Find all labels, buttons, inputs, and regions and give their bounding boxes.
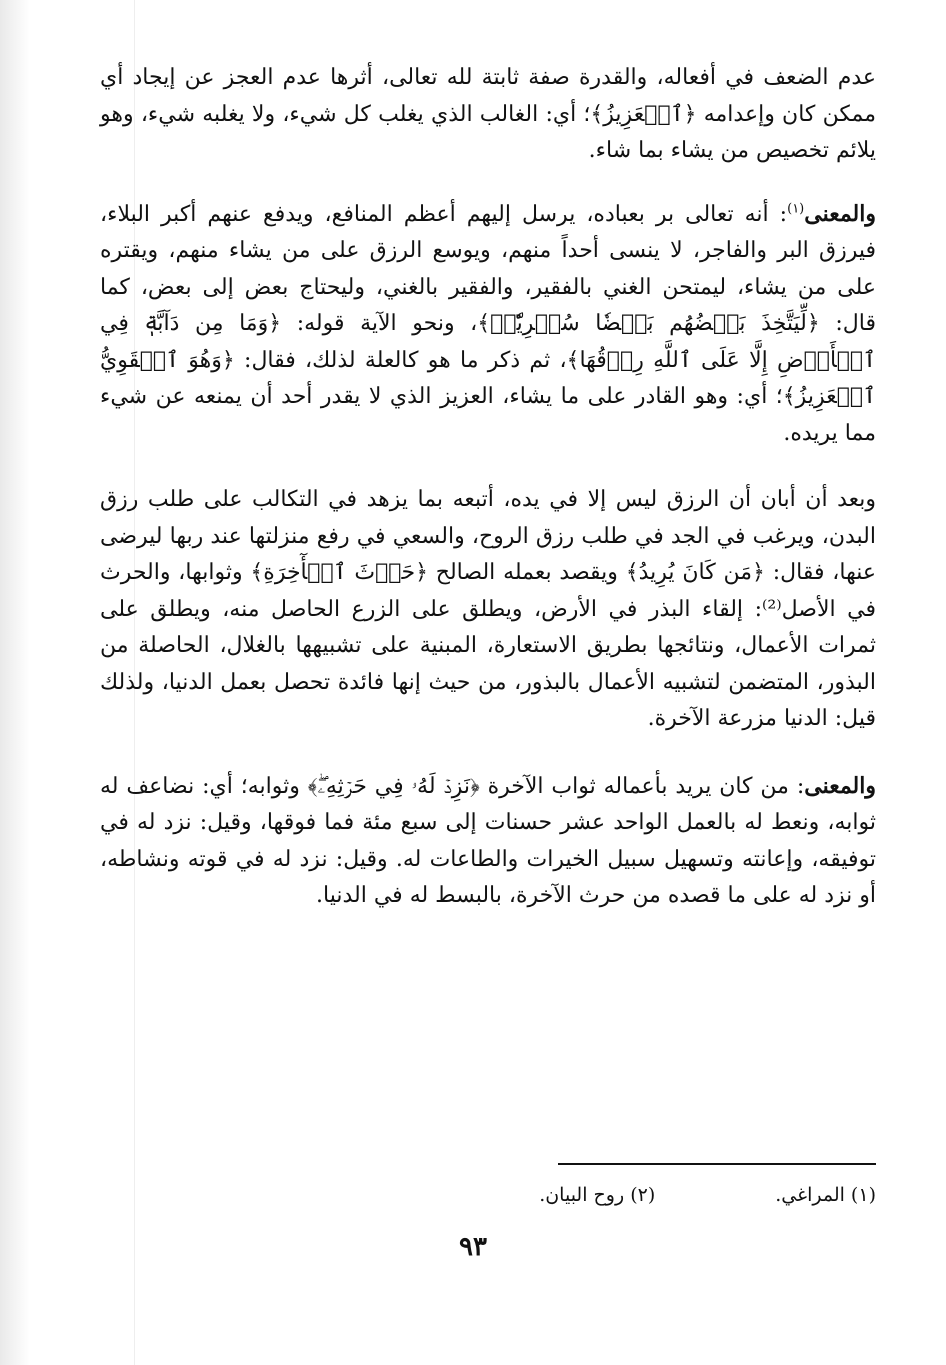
paragraph-2-lead: والمعنى	[804, 200, 876, 227]
footnote-ref-1: (١)	[787, 201, 805, 217]
paragraph-4-lead: والمعنى	[804, 772, 876, 799]
paragraph-3	[100, 482, 876, 738]
paragraph-1-text: عدم الضعف في أفعاله، والقدرة صفة ثابتة لله تعالى، أثرها عدم العجز عن إيجاد أي ممكن كان وإعدامه ﴿ٱلۡعَزِيزُ﴾؛ أي: الغالب الذي يغلب كل شيء، ولا يغلبه شيء، وهو يلائم تخصيص من يشاء بما شاء.	[100, 65, 876, 163]
footnote-1: (١) المراغي.	[775, 1184, 876, 1206]
page-edge-shadow	[0, 0, 30, 1365]
paragraph-4	[100, 768, 876, 915]
paragraph-2	[100, 196, 876, 453]
footnote-2: (٢) روح البيان.	[539, 1184, 656, 1206]
paragraph-1	[100, 60, 876, 170]
main-text-block	[100, 60, 876, 915]
paragraph-4-text: : من كان يريد بأعماله ثواب الآخرة ﴿نَزِدۡ لَهُۥ فِي حَرۡثِهِۦۖ﴾ وثوابه؛ أي: نضاعف له ثوابه، ونعط له بالعمل الواحد عشر حسنات إلى سبع مئة فما فوقها، وقيل: نزد له في توفيقه، وإعانته وتسهيل سبيل الخيرات والطاعات له. وقيل: نزد له في قوته ونشاطه، أو نزد له على ما قصده من حرث الآخرة، بالبسط له في الدنيا.	[100, 773, 876, 908]
paragraph-3-text: وبعد أن أبان أن الرزق ليس إلا في يده، أتبعه بما يزهد في التكالب على طلب رزق البدن، ويرغب في الجد في طلب رزق الروح، والسعي في رفع منزلتها عند ربها ليرضى عنها، فقال: ﴿مَن كَانَ يُرِيدُ﴾ ويقصد بعمله الصالح ﴿حَرۡثَ ٱلۡأٓخِرَةِ﴾ وثوابها، والحرث في الأصل⁽²⁾: إلقاء البذر في الأرض، ويطلق على الزرع الحاصل منه، ويطلق على ثمرات الأعمال، ونتائجها بطريق الاستعارة، المبنية على تشبيهها بالغلال، الحاصلة من البذور، المتضمن لتشبيه الأعمال بالبذور، من حيث إنها فائدة تحصل بعمل الدنيا، ولذلك قيل: الدنيا مزرعة الآخرة.	[100, 487, 876, 731]
footnote-separator	[558, 1163, 876, 1165]
page-number: ٩٣	[459, 1232, 487, 1262]
paragraph-2-text: : أنه تعالى بر بعباده، يرسل إليهم أعظم المنافع، ويدفع عنهم أكبر البلاء، فيرزق البر والفاجر، لا ينسى أحداً منهم، ويوسع الرزق على من يشاء منهم، ويقتره على من يشاء، ليمتحن الغني بالفقير، والفقير بالغني، وليحتاج بعض إلى بعض، كما قال: ﴿لِّيَتَّخِذَ بَعۡضُهُم بَعۡضٗا سُخۡرِيّٗاۗ﴾، ونحو الآية قوله: ﴿وَمَا مِن دَآبَّةٖ فِي ٱلۡأَرۡضِ إِلَّا عَلَى ٱللَّهِ رِزۡقُهَا﴾، ثم ذكر ما هو كالعلة لذلك، فقال: ﴿وَهُوَ ٱلۡقَوِيُّ ٱلۡعَزِيزُ﴾؛ أي: وهو القادر على ما يشاء، العزيز الذي لا يقدر أحد أن يمنعه عن شيء مما يريده.	[100, 201, 876, 446]
footnotes	[300, 1180, 876, 1210]
